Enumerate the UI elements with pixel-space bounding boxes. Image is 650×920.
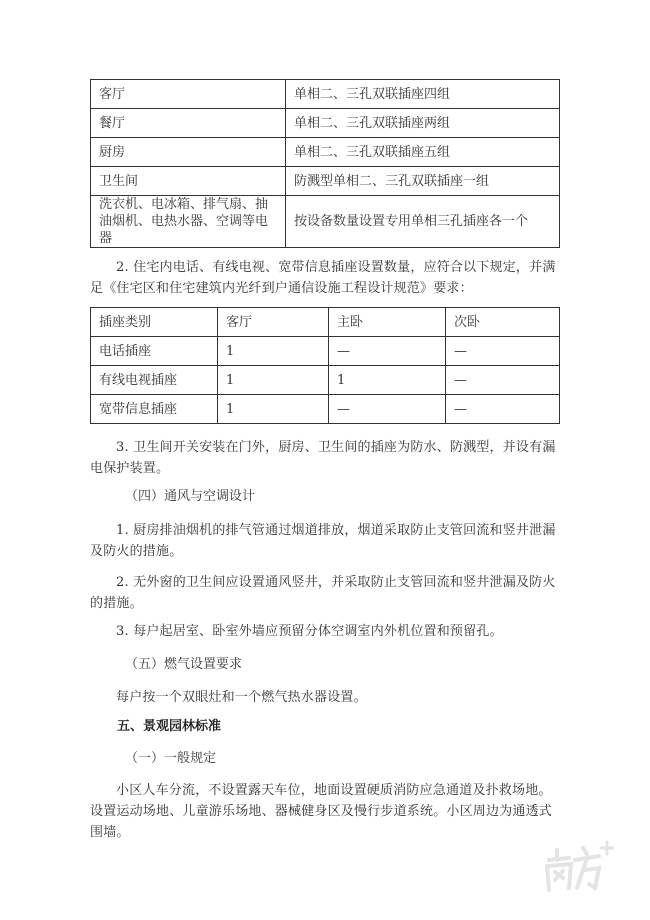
spec-cell: 防溅型单相二、三孔双联插座一组 [286, 167, 560, 196]
table-row [91, 138, 560, 167]
table-cell: 1 [218, 366, 329, 395]
table-cell: 电话插座 [91, 337, 218, 366]
table-cell: — [329, 395, 446, 424]
socket-config-table [90, 79, 560, 248]
table-cell: — [446, 337, 560, 366]
table-header-row [91, 308, 560, 337]
room-cell: 卫生间 [91, 167, 286, 196]
table-cell: 1 [218, 337, 329, 366]
table-row [91, 337, 560, 366]
table-row [91, 366, 560, 395]
table-row [91, 196, 560, 248]
room-cell: 客厅 [91, 80, 286, 109]
section-title-ventilation: （四）通风与空调设计 [125, 489, 256, 504]
table-row [91, 80, 560, 109]
paragraph-ventilation-2: 2. 无外窗的卫生间应设置通风竖井，并采取防止支管回流和竖井泄漏及防火的措施。 [90, 575, 556, 611]
table-cell: 1 [329, 366, 446, 395]
paragraph-telecom-sockets: 2. 住宅内电话、有线电视、宽带信息插座设置数量，应符合以下规定，并满足《住宅区和住宅建筑内光纤到户通信设施工程设计规范》要求： [90, 260, 556, 296]
table-cell: 1 [218, 395, 329, 424]
paragraph-gas: 每户按一个双眼灶和一个燃气热水器设置。 [116, 690, 367, 705]
column-header: 客厅 [218, 308, 329, 337]
column-header: 插座类别 [91, 308, 218, 337]
column-header: 主卧 [329, 308, 446, 337]
section-title-general: （一）一般规定 [125, 751, 217, 766]
table-row [91, 167, 560, 196]
spec-cell: 单相二、三孔双联插座五组 [286, 138, 560, 167]
table-cell: — [446, 366, 560, 395]
paragraph-general: 小区人车分流，不设置露天车位，地面设置硬质消防应急通道及扑救场地。设置运动场地、儿童游乐场地、器械健身区及慢行步道系统。小区周边为通透式围墙。 [90, 783, 553, 840]
table-cell: 宽带信息插座 [91, 395, 218, 424]
telecom-socket-table [90, 307, 560, 424]
paragraph-ventilation-3: 3. 每户起居室、卧室外墙应预留分体空调室内外机位置和预留孔。 [116, 624, 503, 639]
table-cell: — [329, 337, 446, 366]
room-cell: 厨房 [91, 138, 286, 167]
chapter-title-landscape: 五、景观园林标准 [117, 719, 222, 734]
room-cell: 餐厅 [91, 109, 286, 138]
nanfang-plus-logo-icon [543, 838, 623, 898]
table-cell: 有线电视插座 [91, 366, 218, 395]
table-cell: — [446, 395, 560, 424]
paragraph-ventilation-1: 1. 厨房排油烟机的排气管通过烟道排放，烟道采取防止支管回流和竖井泄漏及防火的措施。 [90, 523, 556, 559]
paragraph-bathroom-switch: 3. 卫生间开关安装在门外，厨房、卫生间的插座为防水、防溅型，并设有漏电保护装置。 [90, 440, 556, 476]
table-row [91, 109, 560, 138]
table-row [91, 395, 560, 424]
spec-cell: 按设备数量设置专用单相三孔插座各一个 [286, 196, 560, 248]
section-title-gas: （五）燃气设置要求 [125, 657, 243, 672]
spec-cell: 单相二、三孔双联插座两组 [286, 109, 560, 138]
column-header: 次卧 [446, 308, 560, 337]
spec-cell: 单相二、三孔双联插座四组 [286, 80, 560, 109]
room-cell: 洗衣机、电冰箱、排气扇、抽油烟机、电热水器、空调等电器 [91, 196, 286, 248]
watermark-logo [543, 838, 623, 898]
